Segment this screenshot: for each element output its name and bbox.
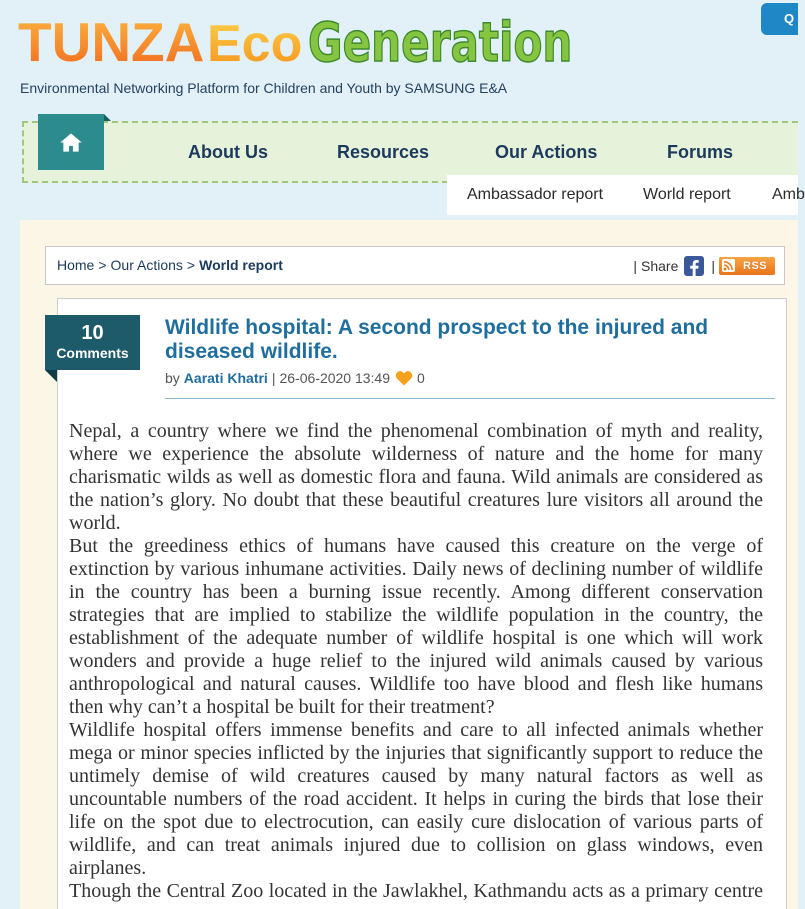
comments-label: Comments [56, 345, 129, 361]
facebook-icon [688, 259, 700, 276]
logo-text-generation: Generation [308, 11, 573, 74]
like-button[interactable] [395, 370, 413, 386]
home-button[interactable] [38, 114, 104, 170]
logo-text-eco: Eco [207, 15, 303, 73]
comments-count: 10 [81, 322, 104, 344]
breadcrumb-bar [45, 246, 785, 285]
heart-icon [395, 370, 413, 386]
top-right-button[interactable]: Q [761, 3, 798, 35]
nav-our-actions[interactable]: Our Actions [495, 142, 598, 162]
share-divider: | [633, 257, 637, 274]
article-datetime: 26-06-2020 13:49 [279, 370, 391, 386]
breadcrumb [57, 247, 283, 284]
site-tagline: Environmental Networking Platform for Children and Youth by SAMSUNG E&A [20, 80, 508, 96]
article-paragraph: But the greediness ethics of humans have caused this creature on the verge of extinction by various inhumane activities. Daily news of declining number of wildlife in the country has been a burning issue recently. Among different conservation strategies that are implied to stabilize the wildlife population in the country, the establishment of the adequate number of wildlife hospital is one which will work wonders and provide a huge relief to the injured wild animals caused by various anthropological and natural causes. Wildlife too have blood and flesh like humans then why can’t a hospital be built for their treatment? [69, 535, 763, 718]
rss-button[interactable] [719, 257, 775, 275]
share-label: Share [641, 257, 679, 274]
comments-badge-fold [45, 370, 57, 382]
submenu-ambassador-report[interactable]: Ambassador report [467, 186, 604, 203]
rss-icon [722, 259, 735, 272]
article-meta [165, 369, 425, 387]
submenu-item-truncated[interactable]: Amb [772, 186, 805, 203]
home-button-fold [104, 114, 111, 121]
author-link[interactable]: Aarati Khatri [183, 370, 268, 386]
breadcrumb-current: World report [199, 257, 283, 273]
article-paragraph: Nepal, a country where we find the phenomenal combination of myth and reality, where we experience the absolute wilderness of nature and the home for many charismatic wilds as well as domestic flora and fauna. Wild animals are considered as the nation’s glory. No doubt that these beautiful creatures lure visitors all around the world. [69, 420, 763, 534]
home-icon [59, 132, 83, 153]
share-divider: | [711, 257, 715, 274]
nav-about-us[interactable]: About Us [188, 142, 268, 162]
site-logo[interactable] [0, 0, 600, 75]
share-bar [633, 247, 775, 284]
article-paragraph: Wildlife hospital offers immense benefits and care to all infected animals whether mega or minor species inflicted by the injuries that significantly support to reduce the untimely demise of wild creatures caused by many natural factors as well as uncountable numbers of the road accident. It helps in curing the birds that lose their life on the spot due to electrocution, can easily cure dislocation of various parts of wildlife, and can treat animals injured due to collision on glass windows, even airplanes. [69, 719, 763, 879]
comments-badge[interactable] [45, 315, 140, 370]
submenu-bar [447, 175, 805, 215]
article-body [69, 420, 763, 903]
nav-resources[interactable]: Resources [337, 142, 430, 162]
nav-forums[interactable]: Forums [667, 142, 734, 162]
article-title: Wildlife hospital: A second prospect to the injured and diseased wildlife. [165, 316, 709, 363]
breadcrumb-separator: > [186, 257, 196, 273]
rss-label: RSS [743, 259, 768, 272]
like-count: 0 [417, 370, 425, 386]
title-divider [165, 398, 775, 399]
logo-text-tunza: TUNZA [18, 11, 205, 73]
breadcrumb-our-actions[interactable]: Our Actions [110, 257, 183, 273]
meta-by: by [165, 370, 180, 386]
meta-divider: | [271, 370, 276, 386]
breadcrumb-separator: > [98, 257, 107, 273]
facebook-share-button[interactable] [684, 256, 704, 276]
article-paragraph: Though the Central Zoo located in the Jawlakhel, Kathmandu acts as a primary centre [69, 880, 763, 902]
submenu-world-report[interactable]: World report [643, 186, 731, 203]
breadcrumb-home[interactable]: Home [57, 257, 95, 273]
